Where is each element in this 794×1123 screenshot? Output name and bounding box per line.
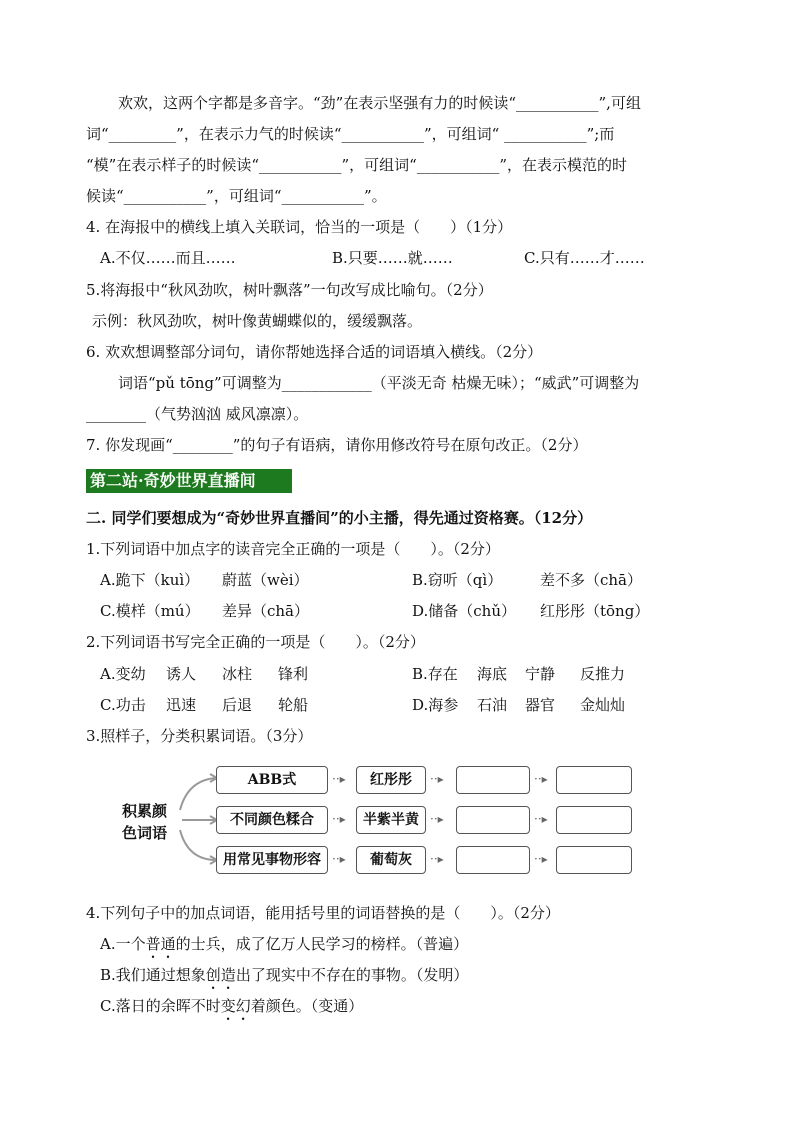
diagram-label-line-2: 色词语 <box>122 824 168 842</box>
s1-option-d-1: D.储备（chǔ） <box>412 602 516 620</box>
s4-b-post: 出了现实中不存在的事物。（发明） <box>235 966 469 984</box>
s2-d-word: 器官 <box>525 696 556 714</box>
s2-c-word: C.功击 <box>100 696 146 714</box>
answer-box-3a[interactable] <box>456 846 530 874</box>
arrow-icon: ··▸ <box>430 852 444 866</box>
s2-d-word: 金灿灿 <box>580 696 626 714</box>
s4-b-dotted-word: 创造 <box>205 966 236 984</box>
arrow-icon: ··▸ <box>534 852 548 866</box>
question-7: 7. 你发现画“________”的句子有语病，请你用修改符号在原句改正。（2分） <box>86 436 588 454</box>
s1-option-c-2: 差异（chā） <box>222 602 310 620</box>
q4-option-c: C.只有……才…… <box>524 249 645 267</box>
arrow-icon: ··▸ <box>534 772 548 786</box>
category-box-abb: ABB式 <box>216 766 328 794</box>
s1-option-c-1: C.模样（mú） <box>100 602 200 620</box>
s4-c-dotted-word: 变幻 <box>220 997 251 1015</box>
para-line-2: 词“_________”，在表示力气的时候读“___________”，可组词“ ___________”;而 <box>86 125 615 143</box>
question-6: 6. 欢欢想调整部分词句，请你帮她选择合适的词语填入横线。（2分） <box>86 343 543 361</box>
s1-option-a-2: 蔚蓝（wèi） <box>222 571 309 589</box>
s2-a-word: 锋利 <box>278 665 309 683</box>
s1-option-a-1: A.跪下（kuì） <box>100 571 200 589</box>
s1-option-b-2: 差不多（chā） <box>540 571 643 589</box>
branch-arrows-icon <box>170 770 220 870</box>
s2-d-word: D.海参 <box>412 696 459 714</box>
s4-a-dotted-word: 普通 <box>145 935 176 953</box>
answer-box-3b[interactable] <box>556 846 632 874</box>
s2-c-word: 后退 <box>222 696 253 714</box>
s1-question: 1.下列词语中加点字的读音完全正确的一项是（ ）。（2分） <box>86 540 500 558</box>
s2-b-word: 海底 <box>477 665 508 683</box>
para-line-1: 欢欢，这两个字都是多音字。“劲”在表示坚强有力的时候读“___________”,可组 <box>118 94 641 112</box>
arrow-icon: ··▸ <box>430 812 444 826</box>
example-box-1: 红彤彤 <box>356 766 426 794</box>
s4-b-pre: B.我们通过想象 <box>100 966 206 984</box>
s2-a-word: 冰柱 <box>222 665 253 683</box>
q4-option-a: A.不仅……而且…… <box>100 249 236 267</box>
q4-option-b: B.只要……就…… <box>332 249 453 267</box>
s2-c-word: 轮船 <box>278 696 309 714</box>
example-box-2: 半紫半黄 <box>356 806 426 834</box>
s2-a-word: 诱人 <box>166 665 197 683</box>
example-box-3: 葡萄灰 <box>356 846 426 874</box>
category-box-object: 用常见事物形容 <box>216 846 328 874</box>
answer-box-1a[interactable] <box>456 766 530 794</box>
question-5: 5.将海报中“秋风劲吹，树叶飘落”一句改写成比喻句。（2分） <box>86 281 493 299</box>
answer-box-2b[interactable] <box>556 806 632 834</box>
question-4: 4. 在海报中的横线上填入关联词，恰当的一项是（ ）（1分） <box>86 218 513 236</box>
para-line-3: “模”在表示样子的时候读“___________”，可组词“___________”，在表示模范的时 <box>86 156 628 174</box>
section-banner: 第二站·奇妙世界直播间 <box>86 469 292 493</box>
s3-question: 3.照样子，分类积累词语。（3分） <box>86 727 313 745</box>
arrow-icon: ··▸ <box>534 812 548 826</box>
s2-d-word: 石油 <box>477 696 508 714</box>
s4-a-post: 的士兵，成了亿万人民学习的榜样。（普遍） <box>175 935 469 953</box>
arrow-icon: ··▸ <box>430 772 444 786</box>
s4-option-b <box>100 965 468 993</box>
para-line-4: 候读“___________”，可组词“___________”。 <box>86 187 387 205</box>
s2-c-word: 迅速 <box>166 696 197 714</box>
q6-line-1: 词语“pǔ tōng”可调整为____________（平淡无奇 枯燥无味）；“威武”可调整为 <box>118 374 640 392</box>
section-heading: 二. 同学们要想成为“奇妙世界直播间”的小主播，得先通过资格赛。（12分） <box>86 509 593 527</box>
q5-example: 示例：秋风劲吹，树叶像黄蝴蝶似的，缓缓飘落。 <box>92 312 423 330</box>
s1-option-d-2: 红彤彤（tōng） <box>540 602 650 620</box>
s4-c-pre: C.落日的余晖不时 <box>100 997 221 1015</box>
s2-a-word: A.变幼 <box>100 665 146 683</box>
answer-box-2a[interactable] <box>456 806 530 834</box>
answer-box-1b[interactable] <box>556 766 632 794</box>
s4-c-post: 着颜色。（变通） <box>250 997 364 1015</box>
category-box-mixed: 不同颜色糅合 <box>216 806 328 834</box>
s2-b-word: B.存在 <box>412 665 458 683</box>
s4-question: 4.下列句子中的加点词语，能用括号里的词语替换的是（ ）。（2分） <box>86 904 560 922</box>
s2-b-word: 宁静 <box>525 665 556 683</box>
arrow-icon: ··▸ <box>332 772 346 786</box>
s4-option-a <box>100 934 468 962</box>
diagram-label-line-1: 积累颜 <box>122 802 168 820</box>
s4-a-pre: A.一个 <box>100 935 146 953</box>
arrow-icon: ··▸ <box>332 852 346 866</box>
s4-option-c <box>100 996 363 1024</box>
s1-option-b-1: B.窃听（qì） <box>412 571 503 589</box>
s2-question: 2.下列词语书写完全正确的一项是（ ）。（2分） <box>86 633 425 651</box>
s2-b-word: 反推力 <box>580 665 626 683</box>
arrow-icon: ··▸ <box>332 812 346 826</box>
q6-line-2: ________（气势汹汹 威风凛凛）。 <box>86 405 309 423</box>
